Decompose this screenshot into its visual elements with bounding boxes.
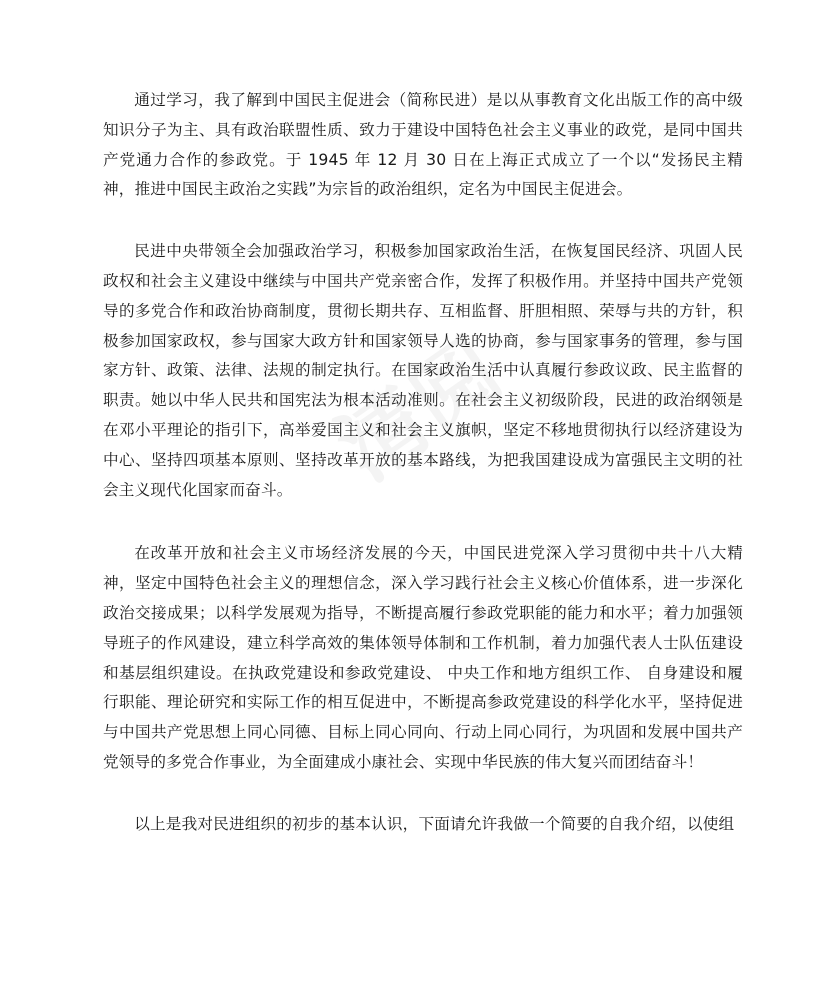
paragraph-2: 民进中央带领全会加强政治学习，积极参加国家政治生活，在恢复国民经济、巩固人民政权和社会主义建设中继续与中国共产党亲密合作，发挥了积极作用。并坚持中国共产党领导的多党合作和政治协商制度，贯彻长期共存、互相监督、肝胆相照、荣辱与共的方针，积极参加国家政权，参与国家大政方针和国家领导人选的协商，参与国家事务的管理，参与国家方针、政策、法律、法规的制定执行。在国家政治生活中认真履行参政议政、民主监督的职责。她以中华人民共和国宪法为根本活动准则。在社会主义初级阶段，民进的政治纲领是在邓小平理论的指引下，高举爱国主义和社会主义旗帜，坚定不移地贯彻执行以经济建设为中心、坚持四项基本原则、坚持改革开放的基本路线，为把我国建设成为富强民主文明的社会主义现代化国家而奋斗。 <box>103 242 743 499</box>
paragraph-1: 通过学习，我了解到中国民主促进会（简称民进）是以从事教育文化出版工作的高中级知识分子为主、具有政治联盟性质、致力于建设中国特色社会主义事业的政党，是同中国共产党通力合作的参政党。于 1945 年 12 月 30 日在上海正式成立了一个以“发扬民主精神，推进中国民主政治之实践”为宗旨的政治组织，定名为中国民主促进会。 <box>103 91 743 199</box>
document-body <box>103 86 743 840</box>
paragraph-4: 以上是我对民进组织的初步的基本认识，下面请允许我做一个简要的自我介绍，以使组 <box>134 814 735 833</box>
paragraph-3: 在改革开放和社会主义市场经济发展的今天，中国民进党深入学习贯彻中共十八大精神，坚定中国特色社会主义的理想信念，深入学习践行社会主义核心价值体系，进一步深化政治交接成果；以科学发展观为指导，不断提高履行参政党职能的能力和水平；着力加强领导班子的作风建设，建立科学高效的集体领导体制和工作机制，着力加强代表人士队伍建设和基层组织建设。在执政党建设和参政党建设、 中央工作和地方组织工作、 自身建设和履行职能、理论研究和实际工作的相互促进中，不断提高参政党建设的科学化水平，坚持促进与中国共产党思想上同心同德、目标上同心同向、行动上同心同行，为巩固和发展中国共产党领导的多党合作事业，为全面建成小康社会、实现中华民族的伟大复兴而团结奋斗！ <box>103 544 743 771</box>
